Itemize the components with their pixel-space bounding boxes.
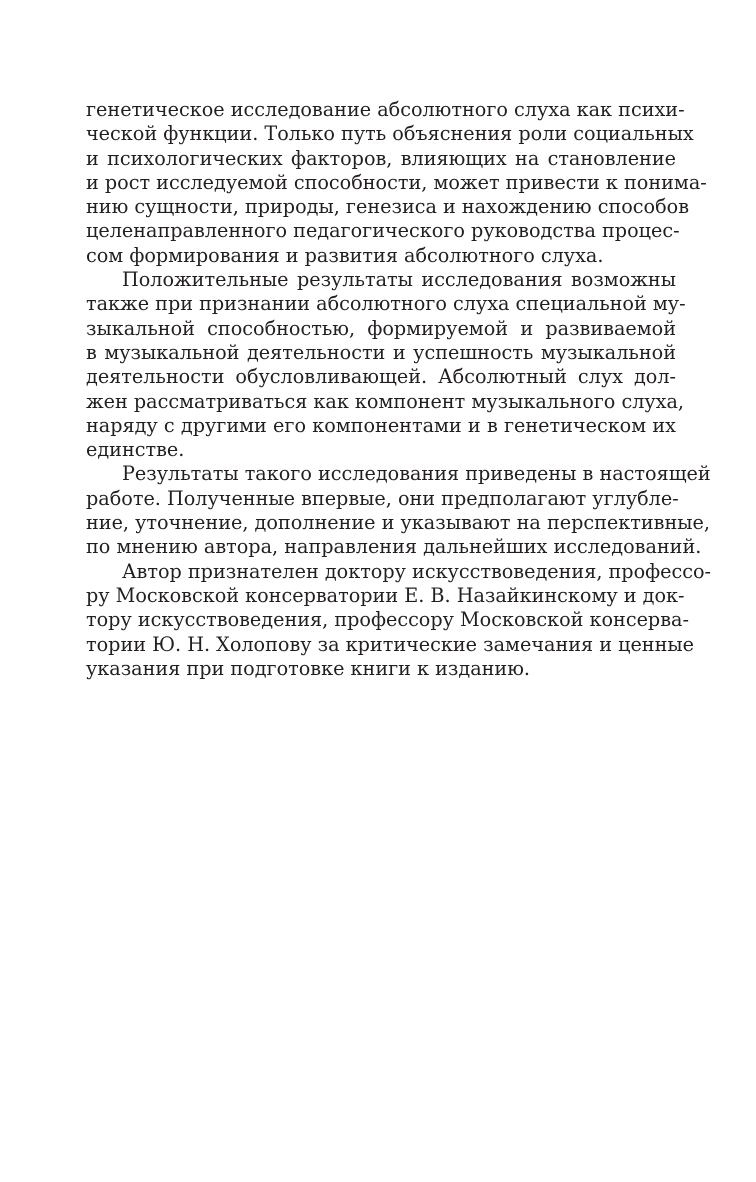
text-line: сом формирования и развития абсолютного слуха. [86,243,604,267]
text-line: тору искусствоведения, профессору Московской консерва- [86,608,689,632]
text-line: в музыкальной деятельности и успешность музыкальной [86,340,676,364]
text-line: работе. Полученные впервые, они предполагают углубле- [86,486,679,510]
text-line: по мнению автора, направления дальнейших исследований. [86,535,702,559]
text-line: ческой функции. Только путь объяснения роли социальных [86,122,694,146]
text-line: указания при подготовке книги к изданию. [86,656,531,680]
paragraph-4 [86,559,712,681]
text-line: зыкальной способностью, формируемой и развиваемой [86,316,676,340]
text-line: генетическое исследование абсолютного слуха как психи- [86,98,685,121]
text-line: также при признании абсолютного слуха специальной му- [86,292,686,316]
text-line: и психологических факторов, влияющих на становление [86,146,676,170]
paragraph-1 [86,98,707,268]
text-line: жен рассматриваться как компонент музыкального слуха, [86,389,685,413]
text-line: ние, уточнение, дополнение и указывают на перспективные, [86,511,710,535]
text-line: Результаты такого исследования приведены в настоящей [122,462,711,486]
text-line: деятельности обусловливающей. Абсолютный слух дол- [86,365,676,389]
body-text [86,98,712,681]
text-line: Автор признателен доктору искусствоведения, профессо- [122,559,712,583]
paragraph-2 [86,268,686,462]
text-line: единстве. [86,438,185,462]
text-line: тории Ю. Н. Холопову за критические замечания и ценные [86,632,695,656]
paragraph-3 [86,462,711,559]
text-line: нию сущности, природы, генезиса и нахождению способов [86,195,689,219]
text-line: наряду с другими его компонентами и в генетическом их [86,413,676,437]
text-line: и рост исследуемой способности, может привести к понима- [86,170,707,194]
text-line: Положительные результаты исследования возможны [122,268,676,292]
text-line: целенаправленного педагогического руководства процес- [86,219,680,243]
text-line: ру Московской консерватории Е. В. Назайкинскому и док- [86,583,685,607]
